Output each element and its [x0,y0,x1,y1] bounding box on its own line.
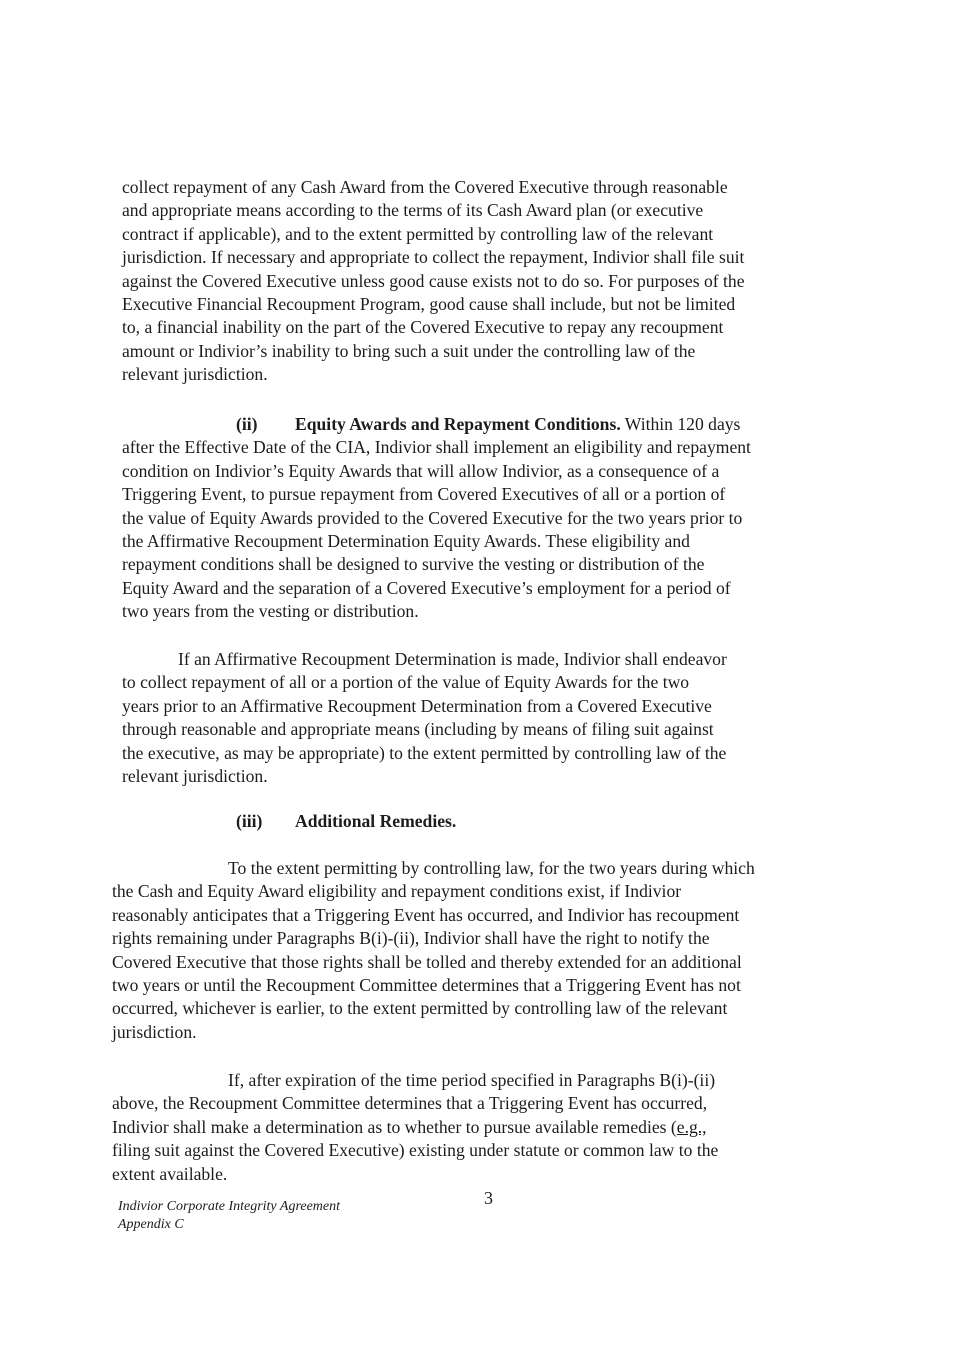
text-line: amount or Indivior’s inability to bring such a suit under the controlling law of the [122,340,696,361]
section-ii-equity-awards [122,413,751,624]
text-line: repayment conditions shall be designed to survive the vesting or distribution of the [122,554,705,575]
text-line: Covered Executive that those rights shall be tolled and thereby extended for an additional [112,951,742,972]
section-ii-first-line-text: Within 120 days [620,414,741,434]
text-line: If an Affirmative Recoupment Determination is made, Indivior shall endeavor [178,649,727,669]
text-line: the Affirmative Recoupment Determination Equity Awards. These eligibility and [122,531,690,552]
text-line: Triggering Event, to pursue repayment from Covered Executives of all or a portion of [122,484,726,505]
text-line: reasonably anticipates that a Triggering Event has occurred, and Indivior has recoupment [112,904,740,925]
text-line: the executive, as may be appropriate) to the extent permitted by controlling law of the [122,742,727,763]
paragraph-cash-award-repayment [122,176,745,387]
text-line: Equity Award and the separation of a Covered Executive’s employment for a period of [122,577,731,598]
text-line: rights remaining under Paragraphs B(i)-(ii), Indivior shall have the right to notify the [112,928,710,949]
page-number: 3 [484,1188,493,1208]
text-line: occurred, whichever is earlier, to the extent permitted by controlling law of the relevant [112,998,728,1019]
paragraph-affirmative-recoupment [122,648,727,788]
text-line: condition on Indivior’s Equity Awards that will allow Indivior, as a consequence of a [122,460,720,481]
text-line: contract if applicable), and to the extent permitted by controlling law of the relevant [122,223,714,244]
text-line: and appropriate means according to the terms of its Cash Award plan (or executive [122,200,704,221]
text-line: against the Covered Executive unless good cause exists not to do so. For purposes of the [122,270,745,291]
section-iii-heading-block [236,810,456,833]
footer [118,1198,340,1234]
section-ii-label: (ii) [236,414,258,434]
text-segment: Indivior shall make a determination as to whether to pursue available remedies ( [112,1116,677,1137]
text-line: relevant jurisdiction. [122,766,268,787]
text-line: filing suit against the Covered Executive) existing under statute or common law to the [112,1140,719,1161]
paragraph-available-remedies [112,1069,718,1186]
text-line: If, after expiration of the time period specified in Paragraphs B(i)-(ii) [228,1070,716,1090]
text-line: Executive Financial Recoupment Program, good cause shall include, but not be limited [122,294,736,315]
text-line [112,1116,718,1139]
text-line: the value of Equity Awards provided to the Covered Executive for the two years prior to [122,507,743,528]
text-line: extent available. [112,1163,228,1184]
section-iii-heading-line [236,810,456,833]
section-ii-first-line [122,413,751,436]
text-line: jurisdiction. [112,1021,197,1042]
footer-subtitle: Appendix C [118,1217,184,1232]
section-iii-label: (iii) [236,811,263,831]
text-line: relevant jurisdiction. [122,364,268,385]
text-line: above, the Recoupment Committee determines that a Triggering Event has occurred, [112,1093,708,1114]
section-ii-heading: Equity Awards and Repayment Conditions. [295,414,621,434]
text-line: the Cash and Equity Award eligibility and repayment conditions exist, if Indivior [112,881,682,902]
footer-title: Indivior Corporate Integrity Agreement [118,1199,341,1214]
text-line: collect repayment of any Cash Award from the Covered Executive through reasonable [122,177,728,197]
text-line: to, a financial inability on the part of the Covered Executive to repay any recoupment [122,317,724,338]
eg-abbreviation: e.g., [676,1116,707,1137]
text-line: two years from the vesting or distribution. [122,601,419,622]
text-line: jurisdiction. If necessary and appropriate to collect the repayment, Indivior shall file suit [122,247,745,268]
text-line: after the Effective Date of the CIA, Indivior shall implement an eligibility and repayment [122,437,751,458]
text-line: through reasonable and appropriate means (including by means of filing suit against [122,719,714,740]
text-line: To the extent permitting by controlling law, for the two years during which [228,858,755,878]
text-line: years prior to an Affirmative Recoupment Determination from a Covered Executive [122,695,712,716]
text-line: two years or until the Recoupment Committee determines that a Triggering Event has not [112,975,741,996]
paragraph-tolling-rights [112,857,755,1044]
text-line: to collect repayment of all or a portion of the value of Equity Awards for the two [122,672,690,693]
section-iii-heading: Additional Remedies. [295,811,457,831]
